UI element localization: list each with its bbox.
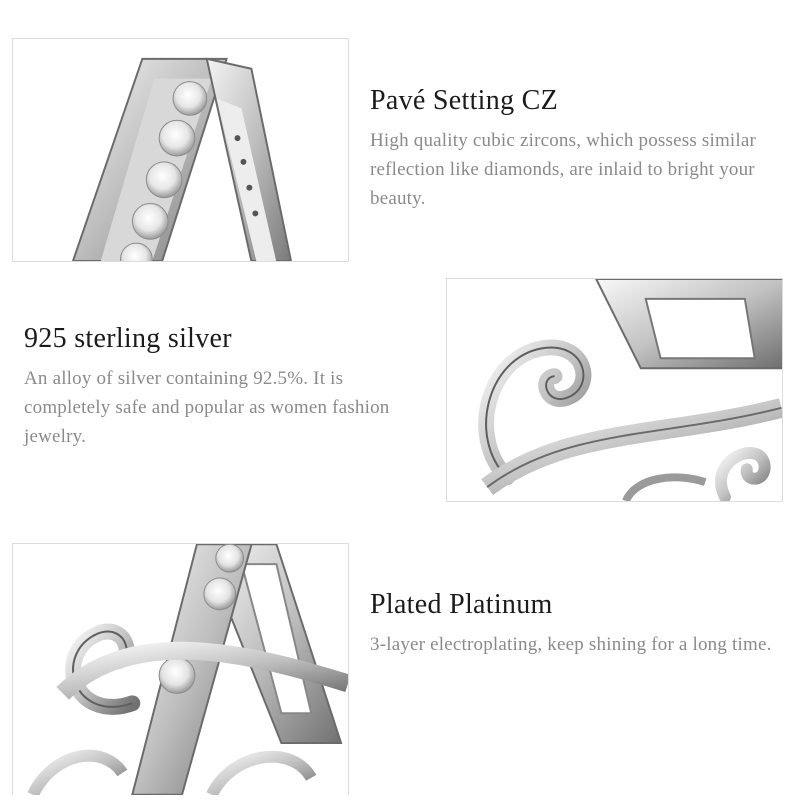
feature-title: 925 sterling silver	[24, 323, 232, 354]
feature-sterling-silver	[24, 322, 424, 451]
feature-plated-platinum	[370, 588, 790, 659]
filigree-charm-closeup-image	[447, 279, 782, 501]
feature-description: 3-layer electroplating, keep shining for a long time.	[370, 634, 772, 655]
sterling-silver-photo	[446, 278, 783, 502]
feature-pave-setting	[370, 84, 790, 213]
feature-title: Plated Platinum	[370, 589, 553, 620]
pave-charm-closeup-image	[13, 39, 348, 261]
plated-charm-closeup-image	[13, 544, 348, 795]
feature-description: An alloy of silver containing 92.5%. It is completely safe and popular as women fashion jewelry.	[24, 368, 390, 447]
feature-description: High quality cubic zircons, which possess similar reflection like diamonds, are inlaid to bright your beauty.	[370, 130, 757, 209]
plated-platinum-photo	[12, 543, 349, 795]
feature-title: Pavé Setting CZ	[370, 85, 559, 116]
pave-setting-photo	[12, 38, 349, 262]
